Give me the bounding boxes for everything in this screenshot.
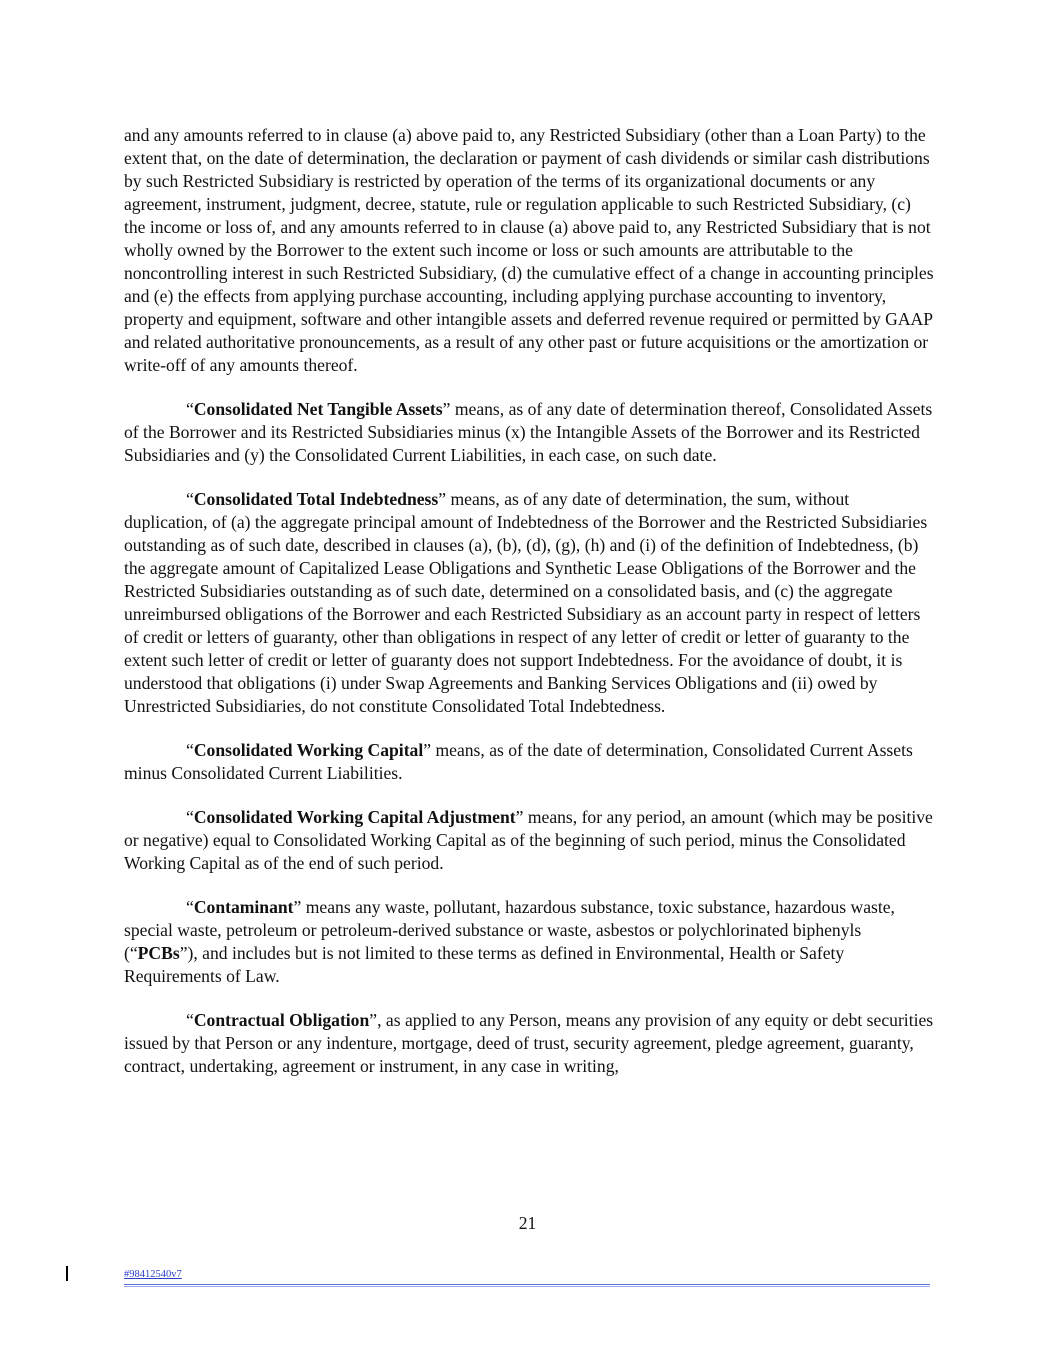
definition-text: ” means, for any period, an amount (which may be positive or negative) equal to Consolidated Working Capital as of the beginning of such period, minus the Consolidated Working Capital as of the end of such period. bbox=[124, 807, 933, 873]
defined-term: Contractual Obligation bbox=[193, 1010, 370, 1030]
definition-text: ” means, as of any date of determination thereof, Consolidated Assets of the Borrower and its Restricted Subsidiaries minus (x) the Intangible Assets of the Borrower and its Restricted Subsidiaries and (y) the Consolidated Current Liabilities, in each case, on such date. bbox=[124, 399, 933, 465]
definition-consolidated-working-capital bbox=[124, 739, 934, 785]
definition-consolidated-working-capital-adjustment bbox=[124, 806, 934, 875]
defined-term: Consolidated Net Tangible Assets bbox=[193, 399, 443, 419]
defined-term-pcbs: PCBs bbox=[137, 943, 180, 963]
open-quote: “ bbox=[186, 807, 194, 827]
definition-text-continued: ”), and includes but is not limited to these terms as defined in Environmental, Health or Safety Requirements of Law. bbox=[124, 943, 845, 986]
open-quote: “ bbox=[186, 1010, 194, 1030]
defined-term: Consolidated Working Capital bbox=[193, 740, 424, 760]
definition-contaminant bbox=[124, 896, 934, 988]
document-body bbox=[124, 124, 934, 1099]
definition-text: ”, as applied to any Person, means any provision of any equity or debt securities issued by that Person or any indenture, mortgage, deed of trust, security agreement, pledge agreement, guaranty, contract, undertaking, agreement or instrument, in any case in writing, bbox=[124, 1010, 934, 1076]
paragraph-text: and any amounts referred to in clause (a) above paid to, any Restricted Subsidiary (other than a Loan Party) to the extent that, on the date of determination, the declaration or payment of cash dividends or similar cash distributions by such Restricted Subsidiary is restricted by operation of the terms of its organizational documents or any agreement, instrument, judgment, decree, statute, rule or regulation applicable to such Restricted Subsidiary, (c) the income or loss of, and any amounts referred to in clause (a) above paid to, any Restricted Subsidiary that is not wholly owned by the Borrower to the extent such income or loss or such amounts are attributable to the noncontrolling interest in such Restricted Subsidiary, (d) the cumulative effect of a change in accounting principles and (e) the effects from applying purchase accounting, including applying purchase accounting to inventory, property and equipment, software and other intangible assets and deferred revenue required or permitted by GAAP and related authoritative pronouncements, as a result of any other past or future acquisitions or the amortization or write-off of any amounts thereof. bbox=[124, 125, 934, 375]
open-quote: “ bbox=[186, 740, 194, 760]
page-number: 21 bbox=[518, 1213, 537, 1233]
paragraph-continuation bbox=[124, 124, 934, 377]
document-id: #98412540v7 bbox=[124, 1269, 182, 1280]
definition-text: ” means, as of any date of determination, the sum, without duplication, of (a) the aggregate principal amount of Indebtedness of the Borrower and the Restricted Subsidiaries outstanding as of such date, described in clauses (a), (b), (d), (g), (h) and (i) of the definition of Indebtedness, (b) the aggregate amount of Capitalized Lease Obligations and Synthetic Lease Obligations of the Borrower and the Restricted Subsidiaries outstanding as of such date, determined on a consolidated basis, and (c) the aggregate unreimbursed obligations of the Borrower and each Restricted Subsidiary as an account party in respect of letters of credit or letters of guaranty, other than obligations in respect of any letter of credit or letter of guaranty to the extent such letter of credit or letter of guaranty does not support Indebtedness. For the avoidance of doubt, it is understood that obligations (i) under Swap Agreements and Banking Services Obligations and (ii) owed by Unrestricted Subsidiaries, do not constitute Consolidated Total Indebtedness. bbox=[124, 489, 928, 716]
definition-text: ” means, as of the date of determination, Consolidated Current Assets minus Consolidated Current Liabilities. bbox=[124, 740, 913, 783]
open-quote: “ bbox=[186, 399, 194, 419]
revision-change-bar bbox=[66, 1266, 68, 1281]
defined-term: Consolidated Total Indebtedness bbox=[193, 489, 439, 509]
defined-term: Consolidated Working Capital Adjustment bbox=[193, 807, 516, 827]
open-quote: “ bbox=[186, 489, 194, 509]
definition-consolidated-net-tangible-assets bbox=[124, 398, 934, 467]
definition-contractual-obligation bbox=[124, 1009, 934, 1078]
open-quote: “ bbox=[186, 897, 194, 917]
defined-term: Contaminant bbox=[193, 897, 294, 917]
document-footer bbox=[124, 1268, 930, 1285]
definition-text: ” means any waste, pollutant, hazardous substance, toxic substance, hazardous waste, special waste, petroleum or petroleum-derived substance or waste, asbestos or polychlorinated biphenyls (“ bbox=[124, 897, 895, 963]
definition-consolidated-total-indebtedness bbox=[124, 488, 934, 718]
